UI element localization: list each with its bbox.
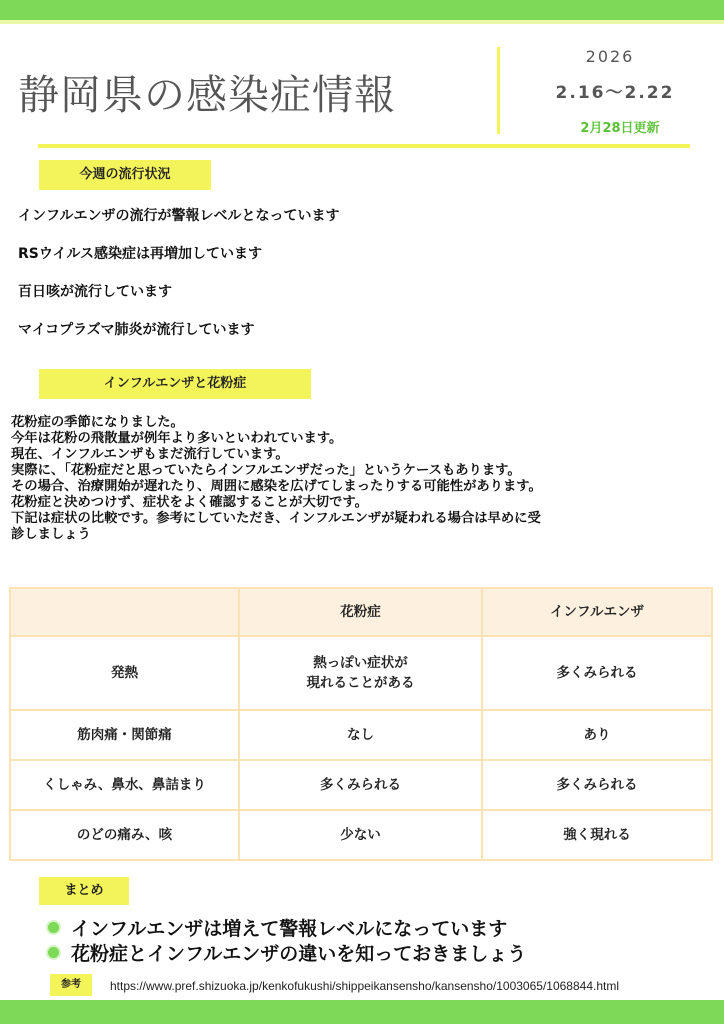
summary-heading: まとめ — [39, 877, 129, 905]
table-row — [10, 636, 712, 710]
top-banner-bar — [0, 0, 724, 20]
table-header-cell: インフルエンザ — [482, 588, 712, 636]
summary-item — [48, 939, 526, 966]
symptom-cell: 筋肉痛・関節痛 — [10, 710, 239, 760]
pollen-cell-line: 現れることがある — [306, 675, 415, 691]
symptom-cell: のどの痛み、咳 — [10, 810, 239, 860]
summary-item — [48, 914, 507, 941]
paragraph-line: 実際に、「花粉症だと思っていたらインフルエンザだった」というケースもあります。 — [11, 463, 521, 478]
paragraph-line: その場合、治療開始が遅れたり、周囲に感染を広げてしまったりする可能性があります。 — [11, 479, 542, 494]
table-header-cell — [10, 588, 239, 636]
header-divider-horizontal — [38, 144, 690, 148]
paragraph-line: 今年は花粉の飛散量が例年より多いといわれています。 — [11, 431, 343, 446]
flu-cell: 多くみられる — [482, 636, 712, 710]
flu-pollen-heading: インフルエンザと花粉症 — [39, 369, 311, 399]
pollen-cell — [239, 636, 482, 710]
summary-item-text: 花粉症とインフルエンザの違いを知っておきましょう — [71, 943, 527, 965]
page-title: 静岡県の感染症情報 — [18, 71, 396, 119]
table-row — [10, 810, 712, 860]
paragraph-line: 現在、インフルエンザもまだ流行しています。 — [11, 447, 289, 462]
symptom-comparison-table — [9, 587, 713, 861]
bottom-banner-bar — [0, 1000, 724, 1024]
weekly-status-heading: 今週の流行状況 — [39, 160, 211, 190]
table-header-row — [10, 588, 712, 636]
symptom-cell: くしゃみ、鼻水、鼻詰まり — [10, 760, 239, 810]
flu-pollen-paragraph — [11, 415, 717, 543]
bullet-icon — [48, 922, 59, 933]
paragraph-line: 花粉症と決めつけず、症状をよく確認することが大切です。 — [11, 495, 368, 510]
status-item: インフルエンザの流行が警報レベルとなっています — [18, 208, 340, 224]
table-row — [10, 710, 712, 760]
pollen-cell: なし — [239, 710, 482, 760]
flu-cell: 強く現れる — [482, 810, 712, 860]
pollen-cell: 多くみられる — [239, 760, 482, 810]
status-item: RSウイルス感染症は再増加しています — [18, 246, 263, 262]
status-item: 百日咳が流行しています — [18, 284, 172, 300]
paragraph-line: 下記は症状の比較です。参考にしていただき、インフルエンザが疑われる場合は早めに受 — [11, 511, 541, 526]
paragraph-line: 花粉症の季節になりました。 — [11, 415, 184, 430]
pollen-cell-line: 熱っぽい症状が — [313, 655, 408, 671]
header-divider-vertical — [497, 47, 500, 134]
reference-link[interactable]: https://www.pref.shizuoka.jp/kenkofukushi/shippeikansensho/kansensho/1003065/1068844.html — [110, 979, 619, 993]
flu-cell: 多くみられる — [482, 760, 712, 810]
top-banner-accent — [0, 20, 724, 24]
flu-cell: あり — [482, 710, 712, 760]
paragraph-line: 診しましょう — [11, 527, 91, 542]
report-date-range: 2.16～2.22 — [555, 83, 675, 103]
table-row — [10, 760, 712, 810]
update-date: 2月28日更新 — [580, 121, 660, 136]
pollen-cell: 少ない — [239, 810, 482, 860]
symptom-cell: 発熱 — [10, 636, 239, 710]
summary-item-text: インフルエンザは増えて警報レベルになっています — [71, 918, 508, 940]
report-year: 2026 — [585, 47, 635, 66]
bullet-icon — [48, 947, 59, 958]
table-header-cell: 花粉症 — [239, 588, 482, 636]
reference-label: 参考 — [50, 974, 92, 996]
status-item: マイコプラズマ肺炎が流行しています — [18, 322, 255, 338]
